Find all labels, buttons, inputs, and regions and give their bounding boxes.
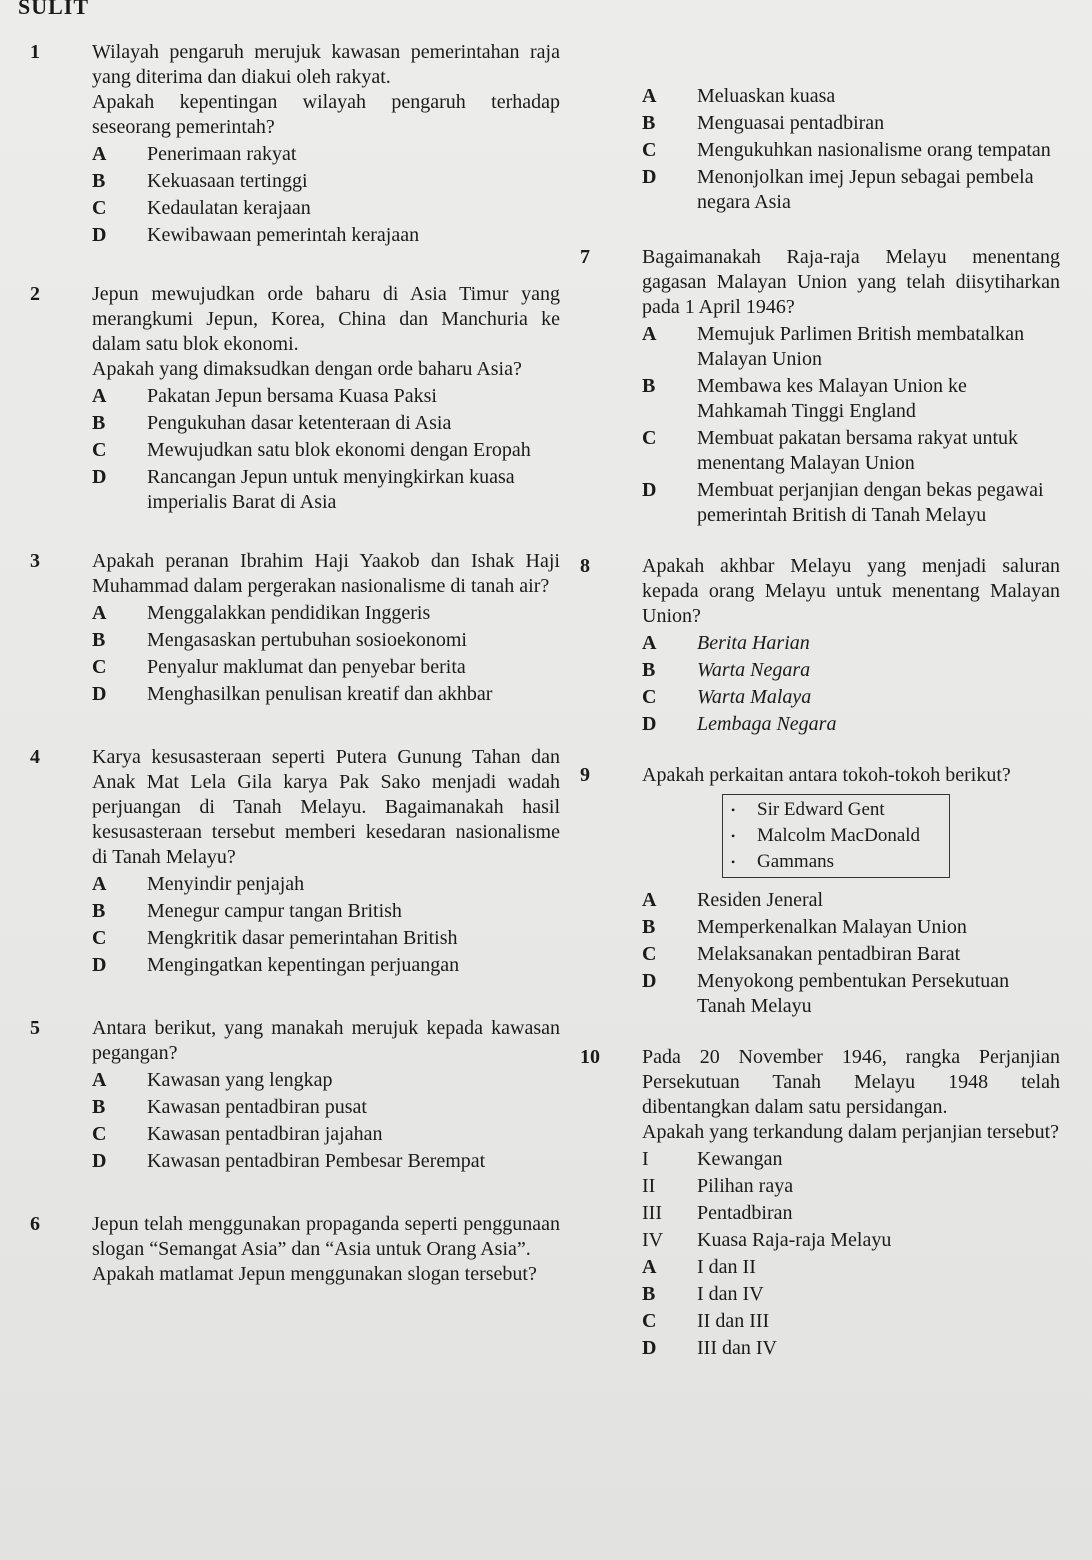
- option-a[interactable]: A Menyindir penjajah: [92, 873, 305, 895]
- option-a[interactable]: A I dan II: [642, 1256, 756, 1279]
- option-c[interactable]: C Kawasan pentadbiran jajahan: [92, 1123, 383, 1145]
- question-text: Wilayah pengaruh merujuk kawasan pemerintahan raja yang diterima dan diakui oleh rakyat.: [92, 41, 560, 88]
- option-c[interactable]: C Mengkritik dasar pemerintahan British: [92, 927, 458, 949]
- statement-iii: III Pentadbiran: [642, 1202, 793, 1225]
- option-d[interactable]: D Rancangan Jepun untuk menyingkirkan kuasa imperialis Barat di Asia: [92, 466, 515, 513]
- option-a[interactable]: A Kawasan yang lengkap: [92, 1069, 333, 1091]
- option-d[interactable]: D Menghasilkan penulisan kreatif dan akhbar: [92, 683, 493, 705]
- question-6: [30, 1212, 560, 1287]
- option-c[interactable]: C Warta Malaya: [642, 686, 812, 708]
- question-10: [580, 1045, 1060, 1361]
- option-b[interactable]: B Memperkenalkan Malayan Union: [642, 916, 967, 939]
- option-b[interactable]: B I dan IV: [642, 1283, 764, 1306]
- question-8: [580, 554, 1060, 737]
- option-d[interactable]: D Menonjolkan imej Jepun sebagai pembela negara Asia: [642, 166, 1034, 213]
- statement-iv: IV Kuasa Raja-raja Melayu: [642, 1229, 892, 1252]
- right-column: [580, 82, 1060, 1361]
- option-b[interactable]: B Kawasan pentadbiran pusat: [92, 1096, 367, 1118]
- option-c[interactable]: C Mengukuhkan nasionalisme orang tempatan: [642, 139, 1051, 161]
- option-b[interactable]: B Menguasai pentadbiran: [642, 112, 885, 134]
- option-c[interactable]: C Mewujudkan satu blok ekonomi dengan Eropah: [92, 439, 531, 461]
- option-b[interactable]: B Menegur campur tangan British: [92, 900, 402, 922]
- option-d[interactable]: D Kewibawaan pemerintah kerajaan: [92, 224, 420, 246]
- question-number: 2: [30, 283, 40, 305]
- option-d[interactable]: D Membuat perjanjian dengan bekas pegawai pemerintah British di Tanah Melayu: [642, 479, 1044, 526]
- option-a[interactable]: A Penerimaan rakyat: [92, 143, 297, 165]
- option-b[interactable]: B Mengasaskan pertubuhan sosioekonomi: [92, 629, 467, 651]
- option-b[interactable]: B Pengukuhan dasar ketenteraan di Asia: [92, 412, 452, 434]
- question-9: [580, 763, 1060, 1019]
- option-d[interactable]: D Menyokong pembentukan Persekutuan Tanah Melayu: [642, 970, 1010, 1018]
- question-7: [580, 245, 1060, 528]
- option-d[interactable]: D Lembaga Negara: [642, 713, 837, 735]
- option-c[interactable]: C Membuat pakatan bersama rakyat untuk menentang Malayan Union: [642, 427, 1018, 474]
- figure-item: • Malcolm MacDonald: [731, 823, 941, 849]
- statement-i: I Kewangan: [642, 1148, 783, 1171]
- question-text: Apakah yang dimaksudkan dengan orde baharu Asia?: [92, 358, 522, 380]
- question-number: 5: [30, 1017, 40, 1039]
- question-number: 4: [30, 746, 40, 768]
- option-d[interactable]: D III dan IV: [642, 1337, 777, 1360]
- question-text: Antara berikut, yang manakah merujuk kepada kawasan pegangan?: [92, 1017, 560, 1064]
- question-3: [30, 549, 560, 707]
- question-number: 3: [30, 550, 40, 572]
- left-column: [30, 40, 560, 1287]
- option-c[interactable]: C Melaksanakan pentadbiran Barat: [642, 943, 961, 966]
- question-6-options: [580, 84, 1060, 215]
- option-d[interactable]: D Kawasan pentadbiran Pembesar Berempat: [92, 1150, 486, 1172]
- question-text: Jepun mewujudkan orde baharu di Asia Timur yang merangkumi Jepun, Korea, China dan Manchuria ke dalam satu blok ekonomi.: [92, 283, 560, 355]
- question-text: Apakah akhbar Melayu yang menjadi saluran kepada orang Melayu untuk menentang Malayan Union?: [642, 555, 1060, 627]
- question-text: Apakah yang terkandung dalam perjanjian tersebut?: [642, 1121, 1060, 1144]
- figure-item: • Gammans: [731, 849, 941, 875]
- option-c[interactable]: C II dan III: [642, 1310, 770, 1333]
- question-text: Bagaimanakah Raja-raja Melayu menentang gagasan Malayan Union yang telah diisytiharkan pada 1 April 1946?: [642, 246, 1060, 318]
- question-number: 9: [580, 764, 590, 786]
- question-text: Karya kesusasteraan seperti Putera Gunung Tahan dan Anak Mat Lela Gila karya Pak Sako menjadi wadah perjuangan di Tanah Melayu. Bagaimanakah hasil kesusasteraan tersebut memberi kesedaran nasionalisme di Tanah Melayu?: [92, 746, 560, 868]
- question-number: 7: [580, 246, 590, 268]
- question-text: Apakah matlamat Jepun menggunakan slogan tersebut?: [92, 1263, 537, 1285]
- question-text: Apakah perkaitan antara tokoh-tokoh berikut?: [642, 764, 1011, 786]
- figures-box: [722, 794, 950, 878]
- statement-ii: II Pilihan raya: [642, 1175, 794, 1198]
- option-a[interactable]: A Menggalakkan pendidikan Inggeris: [92, 602, 431, 624]
- question-text: Jepun telah menggunakan propaganda seperti penggunaan slogan “Semangat Asia” dan “Asia untuk Orang Asia”.: [92, 1213, 560, 1260]
- option-a[interactable]: A Memujuk Parlimen British membatalkan Malayan Union: [642, 323, 1025, 370]
- question-number: 6: [30, 1213, 40, 1235]
- option-a[interactable]: A Meluaskan kuasa: [642, 85, 836, 107]
- question-number: 8: [580, 555, 590, 577]
- question-text: Apakah kepentingan wilayah pengaruh terhadap seseorang pemerintah?: [92, 91, 560, 138]
- option-a[interactable]: A Pakatan Jepun bersama Kuasa Paksi: [92, 385, 437, 407]
- option-b[interactable]: B Warta Negara: [642, 659, 811, 681]
- option-b[interactable]: B Kekuasaan tertinggi: [92, 170, 308, 192]
- option-c[interactable]: C Penyalur maklumat dan penyebar berita: [92, 656, 466, 678]
- figure-item: • Sir Edward Gent: [731, 797, 941, 823]
- option-b[interactable]: B Membawa kes Malayan Union ke Mahkamah Tinggi England: [642, 375, 967, 422]
- option-d[interactable]: D Mengingatkan kepentingan perjuangan: [92, 954, 460, 976]
- option-a[interactable]: A Residen Jeneral: [642, 889, 824, 912]
- question-1: [30, 40, 560, 248]
- question-number: 1: [30, 41, 40, 63]
- page-header: SULIT: [18, 0, 90, 19]
- question-number: 10: [580, 1046, 600, 1069]
- question-4: [30, 745, 560, 978]
- question-2: [30, 282, 560, 515]
- question-5: [30, 1016, 560, 1174]
- question-text: Apakah peranan Ibrahim Haji Yaakob dan Ishak Haji Muhammad dalam pergerakan nasionalisme di tanah air?: [92, 550, 560, 597]
- question-text: Pada 20 November 1946, rangka Perjanjian Persekutuan Tanah Melayu 1948 telah dibentangkan dalam satu persidangan.: [642, 1046, 1060, 1119]
- option-a[interactable]: A Berita Harian: [642, 632, 810, 654]
- option-c[interactable]: C Kedaulatan kerajaan: [92, 197, 311, 219]
